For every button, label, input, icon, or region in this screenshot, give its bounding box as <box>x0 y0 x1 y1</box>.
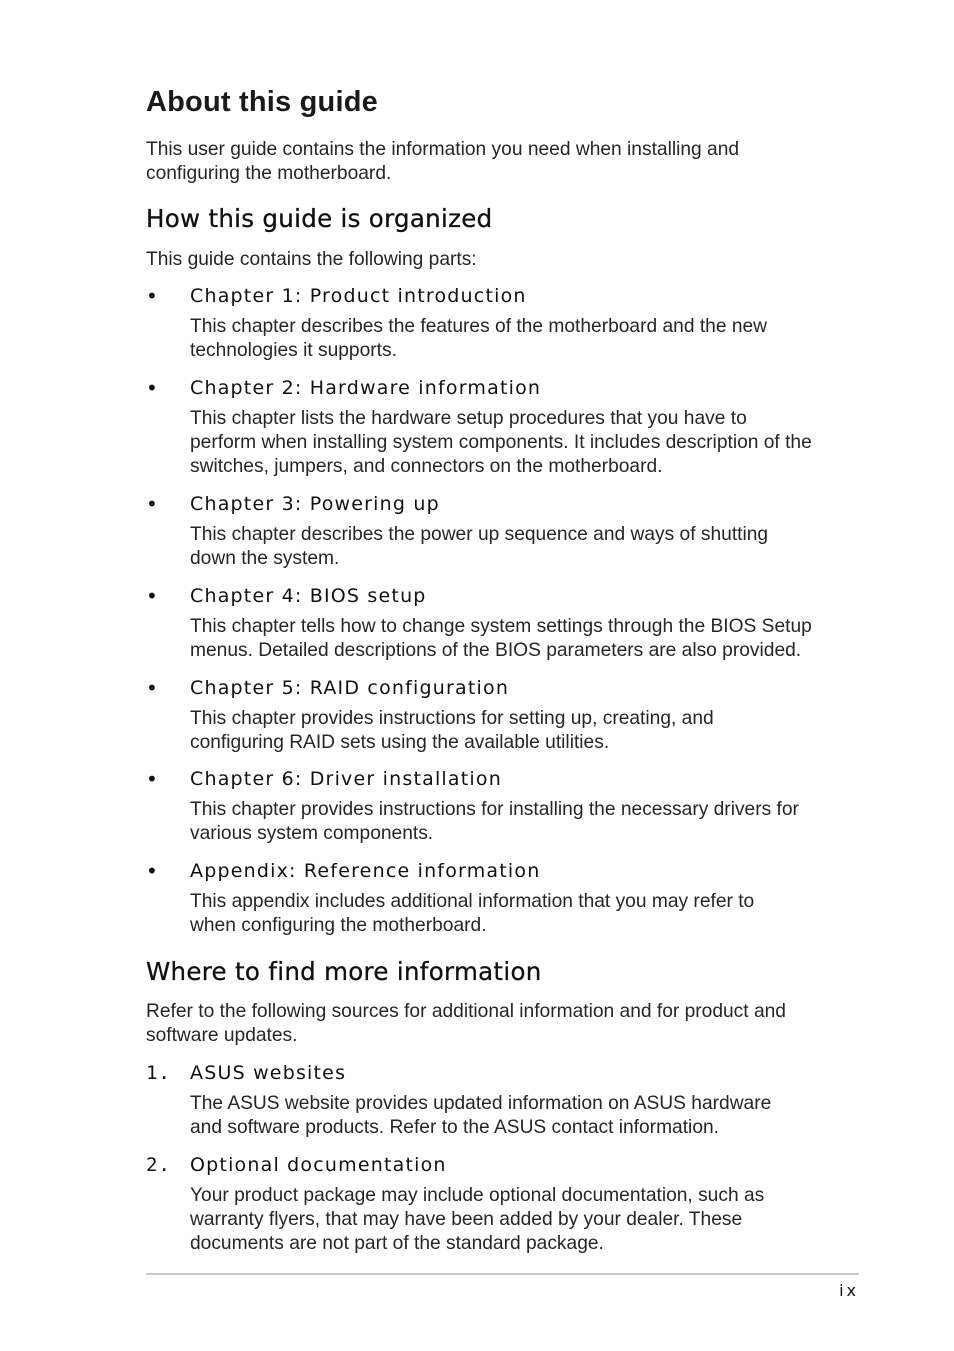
item-title: Chapter 6: Driver installation <box>190 768 502 790</box>
item-description: The ASUS website provides updated information on ASUS hardware and software products. Refer to the ASUS contact information. <box>190 1093 772 1138</box>
item-number: 1. <box>146 1062 171 1084</box>
more-info-heading: Where to find more information <box>146 957 542 986</box>
item-title: Chapter 1: Product introduction <box>190 285 527 307</box>
item-title: Chapter 5: RAID configuration <box>190 677 510 699</box>
intro-paragraph: This user guide contains the information you need when installing and configuring the motherboard. <box>146 139 740 184</box>
page-number: ix <box>839 1281 859 1300</box>
item-title: Chapter 2: Hardware information <box>190 377 542 399</box>
item-description: This chapter provides instructions for setting up, creating, and configuring RAID sets using the available utilities. <box>190 708 714 753</box>
bullet-icon: • <box>146 492 158 516</box>
item-number: 2. <box>146 1154 171 1176</box>
item-description: Your product package may include optional documentation, such as warranty flyers, that may have been added by your dealer. These documents are not part of the standard package. <box>190 1185 765 1254</box>
bullet-icon: • <box>146 284 158 308</box>
bullet-icon: • <box>146 676 158 700</box>
item-title: Chapter 4: BIOS setup <box>190 585 427 607</box>
bullet-icon: • <box>146 859 158 883</box>
item-title: Chapter 3: Powering up <box>190 493 440 515</box>
item-description: This chapter provides instructions for installing the necessary drivers for various system components. <box>190 799 799 844</box>
organized-heading: How this guide is organized <box>146 204 493 233</box>
item-description: This chapter describes the power up sequence and ways of shutting down the system. <box>190 524 769 569</box>
bullet-icon: • <box>146 584 158 608</box>
bullet-icon: • <box>146 376 158 400</box>
item-description: This chapter describes the features of the motherboard and the new technologies it supports. <box>190 316 768 361</box>
item-title: Appendix: Reference information <box>190 860 541 882</box>
item-title: ASUS websites <box>190 1062 347 1084</box>
page-title: About this guide <box>146 86 378 118</box>
more-info-lead: Refer to the following sources for additional information and for product and software updates. <box>146 1001 786 1046</box>
item-description: This chapter lists the hardware setup procedures that you have to perform when installing system components. It includes description of the switches, jumpers, and connectors on the motherboard. <box>190 408 812 477</box>
footer-divider <box>146 1273 859 1275</box>
organized-lead: This guide contains the following parts: <box>146 249 477 270</box>
item-description: This chapter tells how to change system settings through the BIOS Setup menus. Detailed descriptions of the BIOS parameters are also provided. <box>190 616 812 661</box>
item-description: This appendix includes additional information that you may refer to when configuring the motherboard. <box>190 891 755 936</box>
bullet-icon: • <box>146 767 158 791</box>
item-title: Optional documentation <box>190 1154 447 1176</box>
